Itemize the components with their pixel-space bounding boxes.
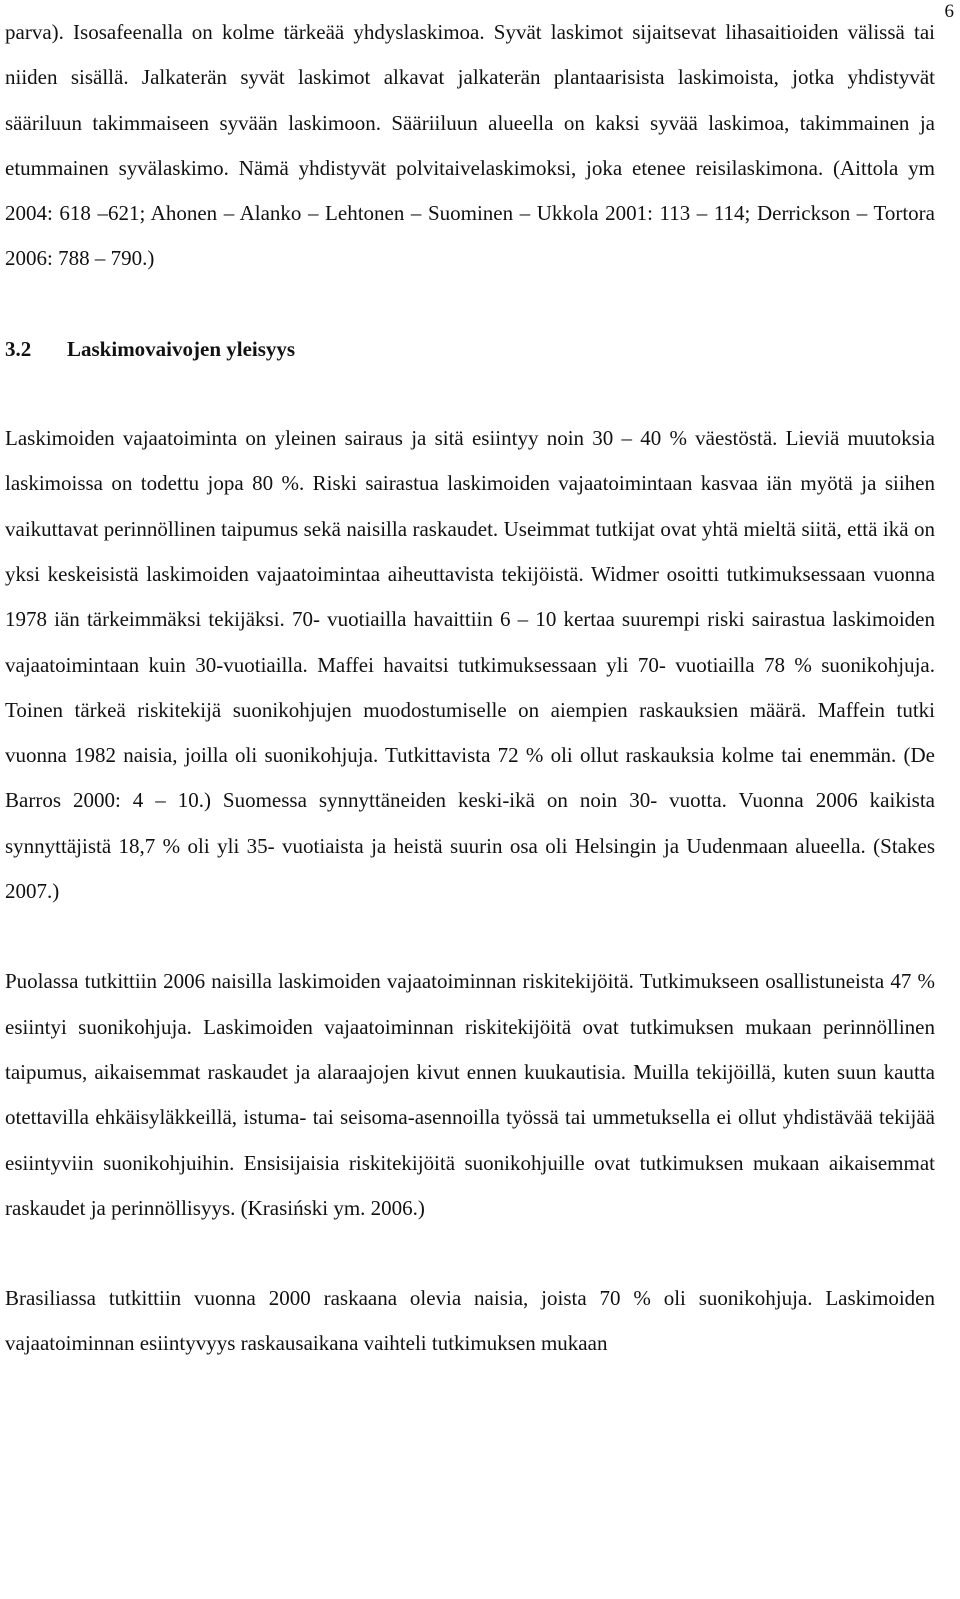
- spacer: [5, 282, 935, 327]
- spacer: [5, 372, 935, 416]
- spacer: [5, 914, 935, 959]
- document-body: [5, 10, 935, 1367]
- paragraph-poland-study: Puolassa tutkittiin 2006 naisilla laskimoiden vajaatoiminnan riskitekijöitä. Tutkimukseen osallistuneista 47 % esiintyi suonikohjuja. Laskimoiden vajaatoiminnan riskitekijöitä ovat tutkimuksen mukaan perinnöllinen taipumus, aikaisemmat raskaudet ja alaraajojen kivut ennen kuukautisia. Muilla tekijöillä, kuten suun kautta otettavilla ehkäisyläkkeillä, istuma- tai seisoma-asennoilla työssä tai ummetuksella ei ollut yhdistävää tekijää esiintyviin suonikohjuihin. Ensisijaisia riskitekijöitä suonikohjuille ovat tutkimuksen mukaan aikaisemmat raskaudet ja perinnöllisyys. (Krasiński ym. 2006.): [5, 969, 935, 1220]
- spacer: [5, 1231, 935, 1276]
- paragraph-prevalence: Laskimoiden vajaatoiminta on yleinen sairaus ja sitä esiintyy noin 30 – 40 % väestöstä. Lieviä muutoksia laskimoissa on todettu jopa 80 %. Riski sairastua laskimoiden vajaatoimintaan kasvaa iän myötä ja siihen vaikuttavat perinnöllinen taipumus sekä naisilla raskaudet. Useimmat tutkijat ovat yhtä mieltä siitä, että ikä on yksi keskeisistä laskimoiden vajaatoimintaa aiheuttavista tekijöistä. Widmer osoitti tutkimuksessaan vuonna 1978 iän tärkeimmäksi tekijäksi. 70- vuotiailla havaittiin 6 – 10 kertaa suurempi riski sairastua laskimoiden vajaatoimintaan kuin 30-vuotiailla. Maffei havaitsi tutkimuksessaan yli 70- vuotiailla 78 % suonikohjuja. Toinen tärkeä riskitekijä suonikohjujen muodostumiselle on aiempien raskauksien määrä. Maffein tutki vuonna 1982 naisia, joilla oli suonikohjuja. Tutkittavista 72 % oli ollut raskauksia kolme tai enemmän. (De Barros 2000: 4 – 10.) Suomessa synnyttäneiden keski-ikä on noin 30- vuotta. Vuonna 2006 kaikista synnyttäjistä 18,7 % oli yli 35- vuotiaista ja heistä suurin osa oli Helsingin ja Uudenmaan alueella. (Stakes 2007.): [5, 426, 935, 904]
- section-number: 3.2: [5, 336, 32, 361]
- section-heading: [5, 327, 935, 372]
- page-number: 6: [944, 1, 954, 22]
- section-title: Laskimovaivojen yleisyys: [67, 336, 296, 361]
- paragraph-leg-veins: parva). Isosafeenalla on kolme tärkeää yhdyslaskimoa. Syvät laskimot sijaitsevat lihasaitioiden välissä tai niiden sisällä. Jalkaterän syvät laskimot alkavat jalkaterän plantaarisista laskimoista, jotka yhdistyvät sääriluun takimmaiseen syvään laskimoon. Sääriiluun alueella on kaksi syvää laskimoa, takimmainen ja etummainen syvälaskimo. Nämä yhdistyvät polvitaivelaskimoksi, joka etenee reisilaskimona. (Aittola ym 2004: 618 –621; Ahonen – Alanko – Lehtonen – Suominen – Ukkola 2001: 113 – 114; Derrickson – Tortora 2006: 788 – 790.): [5, 20, 935, 271]
- paragraph-brazil-study: Brasiliassa tutkittiin vuonna 2000 raskaana olevia naisia, joista 70 % oli suonikohjuja. Laskimoiden vajaatoiminnan esiintyvyys raskausaikana vaihteli tutkimuksen mukaan: [5, 1286, 935, 1356]
